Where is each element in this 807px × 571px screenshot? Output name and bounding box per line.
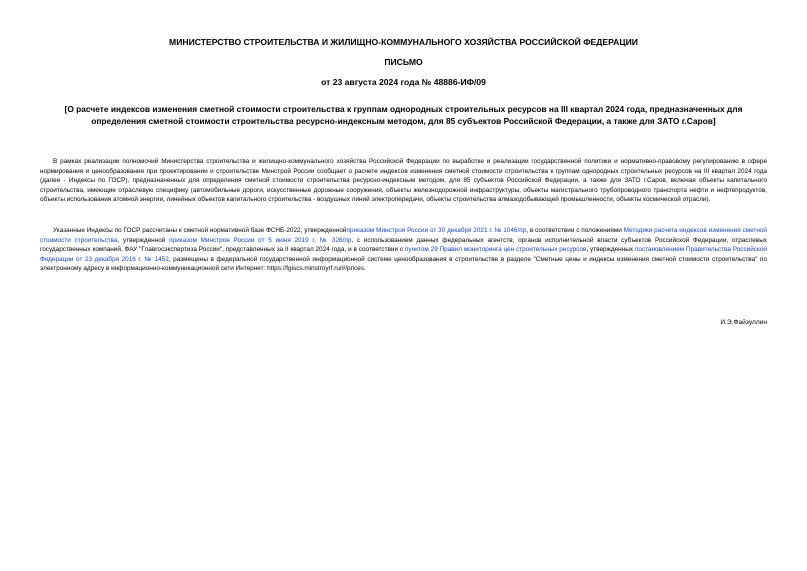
paragraph-2-text-1: Указанные Индексы по ГОСР рассчитаны к сметной нормативной базе ФСНБ-2022, утвержденной [53, 227, 347, 234]
link-resolution-1452[interactable]: постановлением Правительства Российской Федерации от 23 декабря 2016 г. № 1452 [40, 246, 767, 263]
paragraph-2-text-5: , утвержденных [586, 246, 635, 254]
link-order-1046[interactable]: приказом Минстроя России от 30 декабря 2021 г. № 1046/пр [346, 227, 527, 234]
ministry-name: МИНИСТЕРСТВО СТРОИТЕЛЬСТВА И ЖИЛИЩНО-КОММУНАЛЬНОГО ХОЗЯЙСТВА РОССИЙСКОЙ ФЕДЕРАЦИИ [169, 37, 638, 47]
document-heading: [О расчете индексов изменения сметной стоимости строительства к группам однородных строительных ресурсов на III квартал 2024 года, предназначенных для определения сметной стоимости строительства ресурсно-индексным методом, для 85 субъектов Российской Федерации, а также для ЗАТО г.Саров] [64, 104, 743, 126]
signature: И.Э.Файзуллин [720, 319, 767, 326]
paragraph-2-text-3: , утвержденной [117, 236, 170, 244]
link-order-326[interactable]: приказом Минстроя России от 5 июня 2019 г. № 326/пр [169, 236, 352, 244]
paragraph-2-text-2: , в соответствии с положениями [526, 227, 624, 234]
paragraph-2-text-6: , размещены в федеральной государственной информационной системе ценообразования в строительстве в разделе "Сметные цены и индексы изменения сметной стоимости строительства" по электронному адресу в информационно-коммуникационной сети Интернет: https://fgiscs.minstroyrf.ru/#/prices. [40, 255, 767, 273]
document-date-number: от 23 августа 2024 года № 48886-ИФ/09 [321, 77, 486, 87]
paragraph-1: В рамках реализации полномочий Министерства строительства и жилищно-коммунального хозяйства Российской Федерации по выработке и реализации государственной политики и нормативно-правовому регулированию в сфере нормирования и ценообразования при проектировании и строительстве Минстрой России сообщает о расчете индексов изменения сметной стоимости строительства к группам однородных строительных ресурсов на III квартал 2024 года (далее - Индексы по ГОСР), предназначенных для определения сметной стоимости строительства ресурсно-индексным методом, для 85 субъектов Российской Федерации, а также для ЗАТО г.Саров, включая объекты капитального строительства, имеющие отраслевую специфику (автомобильные дороги, искусственные дорожные сооружения, объекты железнодорожной инфраструктуры, объекты магистрального трубопроводного транспорта нефти и нефтепродуктов, объекты использования атомной энергии, линейных объектов капитального строительства - воздушных линий электропередачи, объекты строительства алмазодобывающей промышленности, объекты космической отрасли). [40, 158, 767, 204]
paragraph-2-text-4: , с использованием данных федеральных агентств, органов исполнительной власти субъектов Российской Федерации, отраслевых государственных компаний, ФАУ "Главгосэкспертиза России", представленных за II квартал 2024 года, и в соответствии с [40, 236, 767, 254]
link-methodology[interactable]: Методики расчета индексов изменения сметной стоимости строительства [40, 227, 768, 244]
link-rules-point-29[interactable]: пунктом 29 Правил мониторинга цен строительных ресурсов [404, 246, 587, 254]
document-type: ПИСЬМО [384, 57, 423, 67]
paragraph-2 [40, 226, 767, 274]
